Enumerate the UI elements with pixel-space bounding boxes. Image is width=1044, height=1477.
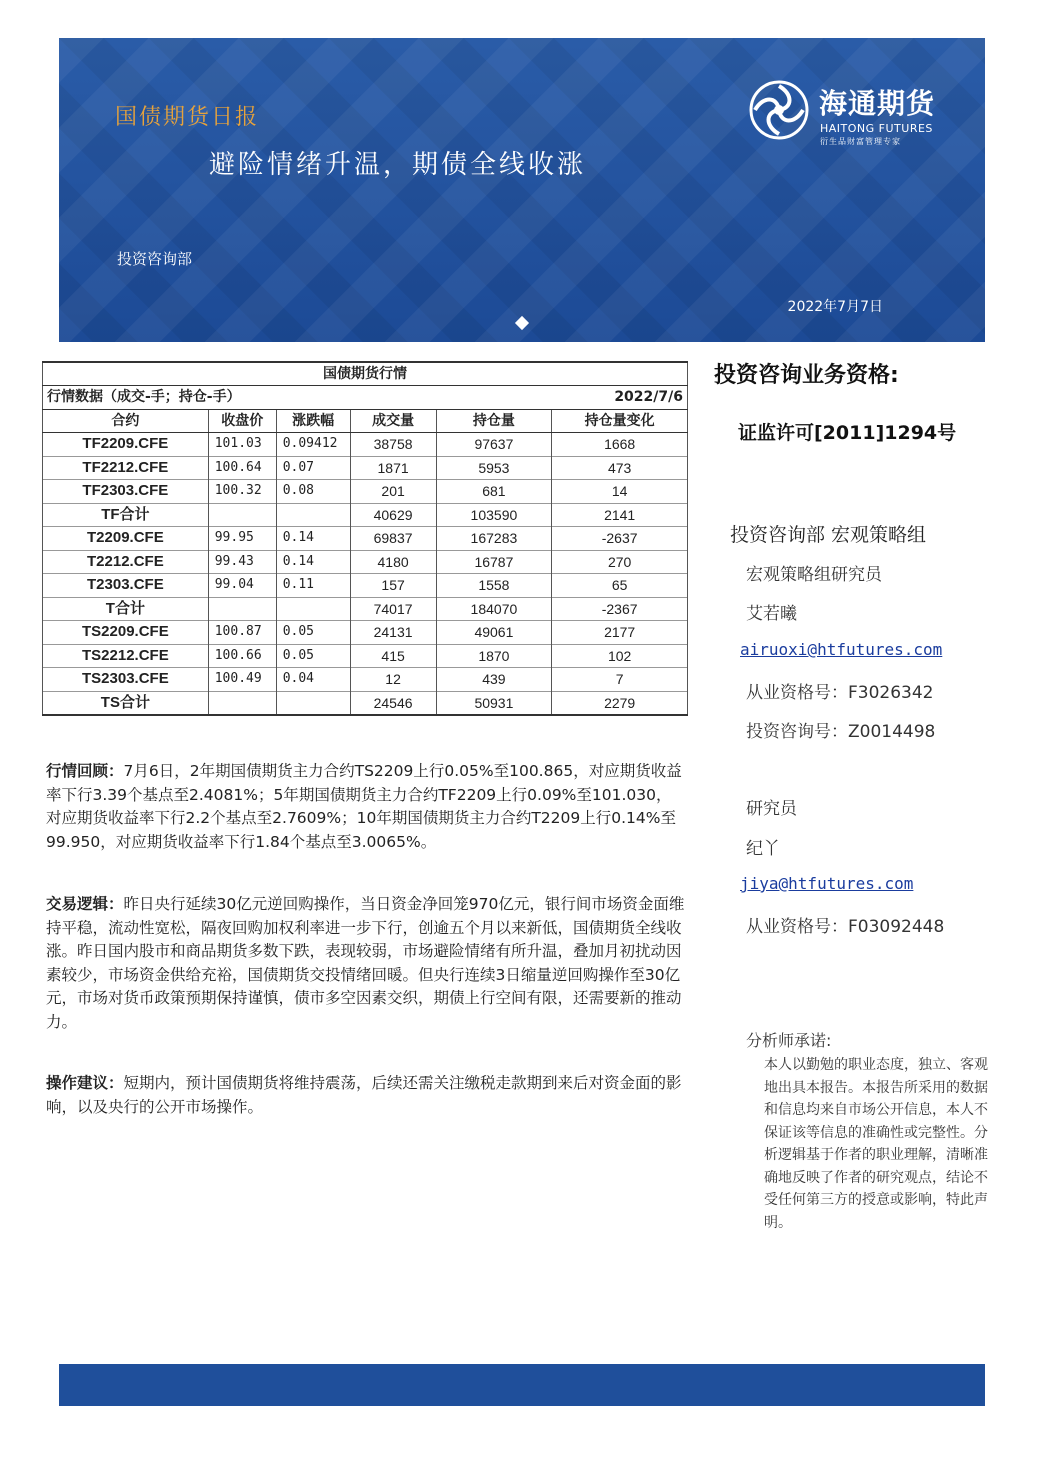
table-cell: -2637 (552, 527, 688, 551)
report-date: 2022年7月7日 (787, 299, 883, 315)
contract-cell: TF2303.CFE (43, 480, 209, 504)
table-cell: 439 (436, 668, 552, 692)
contract-cell: T合计 (43, 597, 209, 621)
table-row (43, 668, 688, 692)
table-cell: 103590 (436, 503, 552, 527)
table-row (43, 527, 688, 551)
contract-cell: T2209.CFE (43, 527, 209, 551)
table-row (43, 550, 688, 574)
contract-cell: TS2212.CFE (43, 644, 209, 668)
table-cell: 681 (436, 480, 552, 504)
contract-cell: TF2212.CFE (43, 456, 209, 480)
contract-cell: T2212.CFE (43, 550, 209, 574)
table-row (43, 503, 688, 527)
analyst1-cert: 从业资格号：F3026342 (746, 683, 934, 703)
table-cell: 97637 (436, 433, 552, 457)
table-cell: 1558 (436, 574, 552, 598)
table-cell: 16787 (436, 550, 552, 574)
table-cell: 12 (350, 668, 436, 692)
table-row (43, 644, 688, 668)
footer-bar (59, 1364, 985, 1406)
table-header: 成交量 (350, 409, 436, 433)
table-cell: 101.03 (208, 433, 276, 457)
table-cell (208, 597, 276, 621)
analyst2-cert: 从业资格号：F03092448 (746, 917, 945, 937)
table-subtitle-row (43, 386, 688, 410)
table-cell (276, 597, 350, 621)
table-row (43, 456, 688, 480)
qualification-title: 投资咨询业务资格: (714, 363, 899, 388)
operation-advice-label: 操作建议： (46, 1074, 124, 1092)
market-review-paragraph (46, 760, 686, 854)
table-cell: 0.14 (276, 527, 350, 551)
research-group: 投资咨询部 宏观策略组 (730, 524, 927, 546)
table-cell: 0.11 (276, 574, 350, 598)
analyst1-name: 艾若曦 (746, 604, 797, 624)
table-cell: 38758 (350, 433, 436, 457)
table-cell (208, 503, 276, 527)
table-row (43, 574, 688, 598)
table-cell: 2177 (552, 621, 688, 645)
table-cell: 14 (552, 480, 688, 504)
table-cell: 415 (350, 644, 436, 668)
table-header: 持仓量变化 (552, 409, 688, 433)
table-cell: 4180 (350, 550, 436, 574)
analyst1-email-link[interactable]: airuoxi@htfutures.com (740, 640, 943, 659)
report-department: 投资咨询部 (117, 250, 193, 268)
market-table-section (42, 361, 688, 716)
table-header-row (43, 409, 688, 433)
table-title-row (43, 362, 688, 386)
table-cell: 5953 (436, 456, 552, 480)
table-cell: 0.14 (276, 550, 350, 574)
market-review-text: 7月6日，2年期国债期货主力合约TS2209上行0.05%至100.865，对应期货收益率下行3.39个基点至2.4081%；5年期国债期货主力合约TF2209上行0.09%至101.030，对应期货收益率下行2.2个基点至2.7609%；10年期国债期货主力合约T2209上行0.14%至99.950，对应期货收益率下行1.84个基点至3.0065%。 (46, 762, 682, 851)
license-number: 证监许可[2011]1294号 (738, 422, 957, 444)
market-table (42, 361, 688, 716)
table-cell (276, 691, 350, 715)
table-cell: 157 (350, 574, 436, 598)
table-cell: 99.43 (208, 550, 276, 574)
table-cell: 0.04 (276, 668, 350, 692)
table-cell: 2279 (552, 691, 688, 715)
analyst2-email-link[interactable]: jiya@htfutures.com (740, 874, 914, 893)
table-cell: 50931 (436, 691, 552, 715)
table-header: 收盘价 (208, 409, 276, 433)
table-cell: 7 (552, 668, 688, 692)
table-row (43, 433, 688, 457)
trading-logic-text: 昨日央行延续30亿元逆回购操作，当日资金净回笼970亿元，银行间市场资金面维持平稳，流动性宽松，隔夜回购加权利率进一步下行，创逾五个月以来新低，国债期货全线收涨。昨日国内股市和商品期货多数下跌，表现较弱，市场避险情绪有所升温，叠加月初扰动因素较少，市场资金供给充裕，国债期货交投情绪回暖。但央行连续3日缩量逆回购操作至30亿元，市场对货币政策预期保持谨慎，债市多空因素交织，期债上行空间有限，还需要新的推动力。 (46, 895, 685, 1031)
table-header: 合约 (43, 409, 209, 433)
table-cell: 270 (552, 550, 688, 574)
table-header: 持仓量 (436, 409, 552, 433)
table-cell: 1871 (350, 456, 436, 480)
table-cell: 0.09412 (276, 433, 350, 457)
table-cell: 24131 (350, 621, 436, 645)
contract-cell: TS2209.CFE (43, 621, 209, 645)
market-review-label: 行情回顾： (46, 762, 124, 780)
analyst-pledge-text: 本人以勤勉的职业态度，独立、客观地出具本报告。本报告所采用的数据和信息均来自市场公开信息，本人不保证该等信息的准确性或完整性。分析逻辑基于作者的职业理解，清晰准确地反映了作者的研究观点，结论不受任何第三方的授意或影响，特此声明。 (764, 1057, 988, 1231)
table-row (43, 691, 688, 715)
table-cell (276, 503, 350, 527)
header-banner (59, 38, 985, 342)
operation-advice-paragraph (46, 1072, 686, 1119)
table-cell: 2141 (552, 503, 688, 527)
analyst2-name: 纪丫 (746, 839, 780, 859)
table-cell: 100.87 (208, 621, 276, 645)
table-cell: 201 (350, 480, 436, 504)
contract-cell: T2303.CFE (43, 574, 209, 598)
table-cell: 1668 (552, 433, 688, 457)
table-cell: 69837 (350, 527, 436, 551)
table-cell: 100.32 (208, 480, 276, 504)
analyst1-consult-number: 投资咨询号：Z0014498 (746, 722, 936, 742)
analyst1-role: 宏观策略组研究员 (746, 565, 882, 585)
table-cell: 473 (552, 456, 688, 480)
table-cell: -2367 (552, 597, 688, 621)
table-row (43, 480, 688, 504)
table-cell (208, 691, 276, 715)
table-cell: 184070 (436, 597, 552, 621)
contract-cell: TS合计 (43, 691, 209, 715)
report-title: 避险情绪升温，期债全线收涨 (209, 150, 587, 180)
trading-logic-label: 交易逻辑： (46, 895, 124, 913)
logo-slogan: 衍生品财富管理专家 (820, 137, 901, 146)
contract-cell: TF2209.CFE (43, 433, 209, 457)
analyst-pledge-title: 分析师承诺: (746, 1031, 832, 1050)
operation-advice-text: 短期内，预计国债期货将维持震荡，后续还需关注缴税走款期到来后对资金面的影响，以及央行的公开市场操作。 (46, 1074, 682, 1116)
table-cell: 40629 (350, 503, 436, 527)
table-cell: 49061 (436, 621, 552, 645)
table-cell: 100.64 (208, 456, 276, 480)
company-logo (749, 80, 959, 152)
table-cell: 0.05 (276, 621, 350, 645)
table-cell: 0.07 (276, 456, 350, 480)
table-cell: 99.04 (208, 574, 276, 598)
diamond-icon (515, 316, 529, 330)
table-row (43, 597, 688, 621)
table-row (43, 621, 688, 645)
table-cell: 100.66 (208, 644, 276, 668)
logo-english-name: HAITONG FUTURES (820, 122, 933, 135)
contract-cell: TS2303.CFE (43, 668, 209, 692)
table-cell: 24546 (350, 691, 436, 715)
table-header: 涨跌幅 (276, 409, 350, 433)
trading-logic-paragraph (46, 893, 686, 1034)
table-cell: 74017 (350, 597, 436, 621)
table-cell: 0.08 (276, 480, 350, 504)
table-cell: 100.49 (208, 668, 276, 692)
contract-cell: TF合计 (43, 503, 209, 527)
table-cell: 1870 (436, 644, 552, 668)
logo-chinese-name: 海通期货 (819, 87, 936, 120)
table-cell: 99.95 (208, 527, 276, 551)
table-title: 国债期货行情 (43, 362, 688, 386)
table-cell: 0.05 (276, 644, 350, 668)
analyst2-role: 研究员 (746, 799, 797, 819)
table-subtitle-date: 2022/7/6 (614, 389, 683, 406)
logo-swirl-icon (749, 80, 809, 140)
table-cell: 167283 (436, 527, 552, 551)
table-cell: 102 (552, 644, 688, 668)
table-subtitle-left: 行情数据（成交-手；持仓-手） (47, 389, 241, 406)
report-series: 国债期货日报 (115, 105, 260, 130)
table-cell: 65 (552, 574, 688, 598)
